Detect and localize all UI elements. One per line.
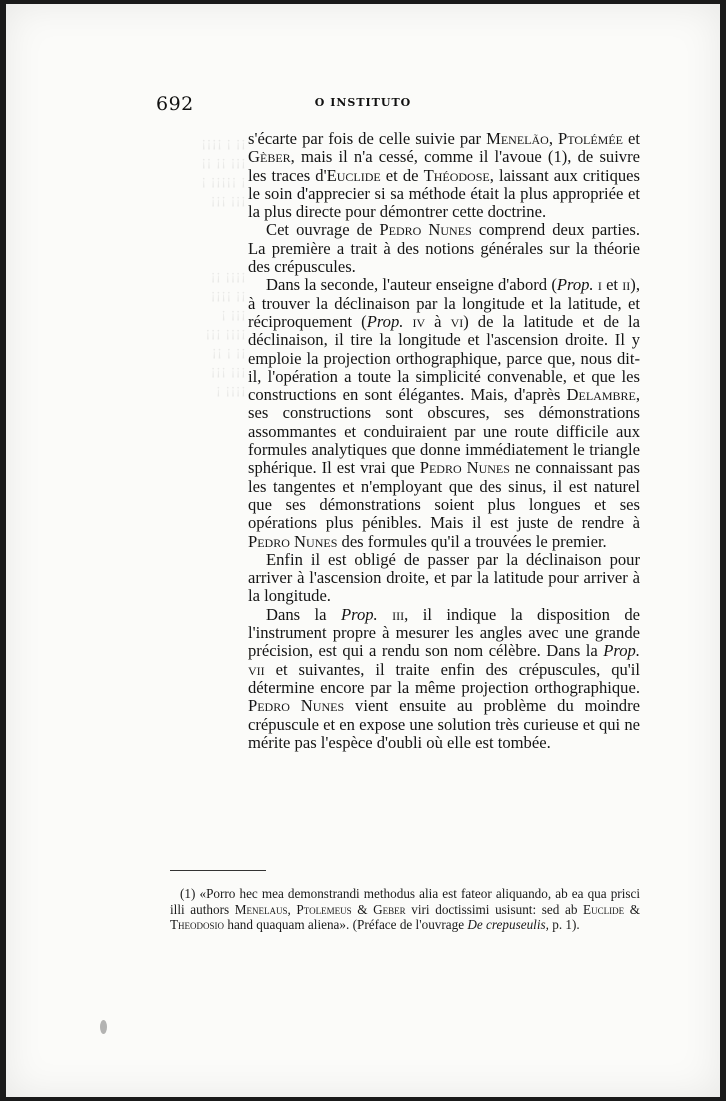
page-number: 692 xyxy=(156,93,194,115)
paragraph: Enfin il est obligé de passer par la déclinaison pour arriver à l'ascension droite, et par la latitude pour arriver à la longitude. xyxy=(248,549,640,606)
footnote-rule xyxy=(170,870,266,871)
paragraph: Dans la Prop. iii, il indique la disposition de l'instrument propre à mesurer les angles avec une grande précision, est qui a rendu son nom célèbre. Dans la Prop. vii et suivantes, il traite enfin des crépuscules, qu'il détermine encore par la même projection orthographique. Pedro Nunes vient ensuite au problème du moindre crépuscule et en expose une solution très curieuse et qui ne mérite pas l'espèce d'oubli où elle est tombée. xyxy=(248,604,640,752)
paragraph: s'écarte par fois de celle suivie par Menelão, Ptolémée et Gèber, mais il n'a cessé, comme il l'avoue (1), de suivre les traces d'Euclide et de Théodose, laissant aux critiques le soin d'apprecier si sa méthode était la plus appropriée et la plus directe pour démontrer cette doctrine. xyxy=(248,129,640,222)
scanned-page xyxy=(6,4,720,1097)
paragraph: Cet ouvrage de Pedro Nunes comprend deux parties. La première a trait à des notions générales sur la théorie des crépuscules. xyxy=(248,220,640,277)
footnote: (1) «Porro hec mea demonstrandi methodus alia est fateor aliquando, ab ea qua prisci illi authors Menelaus, Ptolemeus & Geber viri doctissimi usisunt: sed ab Euclide & Theodosio hand quaquam aliena». (Préface de l'ouvrage De crepuseulis, p. 1). xyxy=(170,886,641,933)
main-text xyxy=(248,130,640,752)
footnote-number: (1) xyxy=(180,886,196,901)
paragraph: Dans la seconde, l'auteur enseigne d'abord (Prop. i et ii), à trouver la déclinaison par la longitude et la latitude, et réciproquement (Prop. iv à vi) de la latitude et de la déclinaison, il tire la longitude et l'ascension droite. Il y emploie la projection orthographique, parce que, nous dit-il, l'opération a toute la simplicité convenable, et que les constructions en sont élégantes. Mais, d'après Delambre, ses constructions sont obscures, ses démonstrations assommantes et conduiraient par une route difficile aux formules analytiques que donne immédiatement le triangle sphérique. Il est vrai que Pedro Nunes ne connaissant pas les tangentes et n'employant que des sinus, il est naturel que ses démonstrations soient plus longues et ses opérations plus pénibles. Mais il est juste de rendre à Pedro Nunes des formules qu'il a trouvées le premier. xyxy=(248,275,640,551)
bleed-through-text: ¡¡¡¡ ¡ ¡¡ ¡¡ ¡¡ ¡¡¡ ¡ ¡¡¡¡¡ ¡ ¡¡¡ ¡¡¡ ¡¡ ¡¡¡¡ ¡¡¡¡ ¡¡ ¡ ¡¡¡ ¡¡¡ ¡¡¡¡ ¡¡ ¡ ¡¡ ¡¡¡ ¡¡¡ ¡ ¡¡¡¡ xyxy=(201,136,246,398)
ink-speck xyxy=(100,1020,107,1034)
running-title: O INSTITUTO xyxy=(314,96,412,109)
